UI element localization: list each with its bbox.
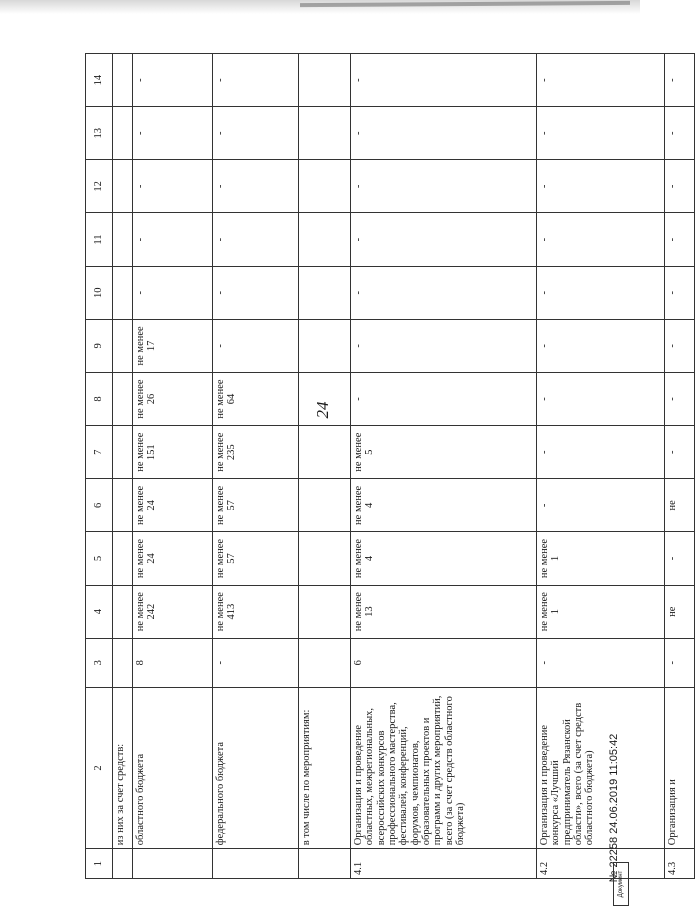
value-cell: - bbox=[133, 266, 213, 319]
column-header-14: 14 bbox=[86, 54, 113, 107]
table-row bbox=[537, 54, 665, 879]
value-cell: - bbox=[537, 213, 665, 266]
value-cell: не менее 57 bbox=[213, 532, 299, 585]
row-number-cell: 4.2 bbox=[537, 849, 665, 879]
value-cell: - bbox=[213, 107, 299, 160]
value-cell: - bbox=[213, 213, 299, 266]
row-number-cell bbox=[113, 849, 133, 879]
value-cell: не менее 5 bbox=[351, 426, 537, 479]
column-header-5: 5 bbox=[86, 532, 113, 585]
value-cell bbox=[113, 107, 133, 160]
value-cell: не менее 4 bbox=[351, 479, 537, 532]
row-number-cell bbox=[299, 849, 351, 879]
value-cell: - bbox=[665, 638, 695, 687]
value-cell: не bbox=[665, 479, 695, 532]
table-row bbox=[351, 54, 537, 879]
column-header-8: 8 bbox=[86, 372, 113, 425]
value-cell: не менее 24 bbox=[133, 532, 213, 585]
value-cell: не менее 1 bbox=[537, 532, 665, 585]
value-cell bbox=[113, 160, 133, 213]
value-cell: - bbox=[537, 638, 665, 687]
value-cell: - bbox=[537, 266, 665, 319]
value-cell bbox=[299, 319, 351, 372]
row-label-cell: Организация и bbox=[665, 687, 695, 849]
value-cell: - bbox=[665, 107, 695, 160]
value-cell bbox=[299, 372, 351, 425]
column-header-4: 4 bbox=[86, 585, 113, 638]
value-cell: - bbox=[213, 638, 299, 687]
value-cell bbox=[113, 319, 133, 372]
value-cell: не bbox=[665, 585, 695, 638]
value-cell: не менее 26 bbox=[133, 372, 213, 425]
value-cell bbox=[113, 213, 133, 266]
column-header-12: 12 bbox=[86, 160, 113, 213]
value-cell: - bbox=[351, 372, 537, 425]
value-cell: - bbox=[537, 426, 665, 479]
value-cell bbox=[299, 160, 351, 213]
value-cell bbox=[113, 372, 133, 425]
value-cell: не менее 1 bbox=[537, 585, 665, 638]
value-cell: не менее 235 bbox=[213, 426, 299, 479]
row-label-cell: из них за счет средств: bbox=[113, 687, 133, 849]
value-cell: - bbox=[213, 54, 299, 107]
value-cell: - bbox=[665, 372, 695, 425]
value-cell bbox=[299, 266, 351, 319]
column-header-7: 7 bbox=[86, 426, 113, 479]
value-cell: - bbox=[213, 266, 299, 319]
table-row bbox=[213, 54, 299, 879]
value-cell bbox=[113, 426, 133, 479]
value-cell: - bbox=[665, 532, 695, 585]
value-cell: не менее 151 bbox=[133, 426, 213, 479]
row-number-cell: 4.1 bbox=[351, 849, 537, 879]
table-header-row bbox=[86, 54, 113, 879]
value-cell: - bbox=[351, 54, 537, 107]
value-cell bbox=[299, 54, 351, 107]
value-cell bbox=[299, 479, 351, 532]
value-cell bbox=[299, 532, 351, 585]
value-cell: не менее 24 bbox=[133, 479, 213, 532]
value-cell: не менее 242 bbox=[133, 585, 213, 638]
column-header-10: 10 bbox=[86, 266, 113, 319]
value-cell bbox=[299, 213, 351, 266]
value-cell: - bbox=[537, 372, 665, 425]
value-cell: не менее 13 bbox=[351, 585, 537, 638]
row-label-cell: областного бюджета bbox=[133, 687, 213, 849]
value-cell bbox=[299, 426, 351, 479]
value-cell: - bbox=[665, 213, 695, 266]
value-cell: 6 bbox=[351, 638, 537, 687]
value-cell: - bbox=[665, 54, 695, 107]
value-cell: - bbox=[133, 213, 213, 266]
document-stamp bbox=[613, 862, 629, 906]
value-cell bbox=[113, 585, 133, 638]
column-header-6: 6 bbox=[86, 479, 113, 532]
value-cell bbox=[299, 107, 351, 160]
row-label-cell: федерального бюджета bbox=[213, 687, 299, 849]
value-cell: не менее 4 bbox=[351, 532, 537, 585]
value-cell bbox=[113, 638, 133, 687]
value-cell bbox=[113, 479, 133, 532]
value-cell: - bbox=[133, 54, 213, 107]
row-number-cell: 4.3 bbox=[665, 849, 695, 879]
value-cell: - bbox=[351, 213, 537, 266]
value-cell: - bbox=[351, 107, 537, 160]
value-cell bbox=[113, 532, 133, 585]
column-header-1: 1 bbox=[86, 849, 113, 879]
value-cell: - bbox=[665, 319, 695, 372]
row-number-cell bbox=[213, 849, 299, 879]
value-cell: - bbox=[351, 319, 537, 372]
table-row bbox=[133, 54, 213, 879]
table-row bbox=[665, 54, 695, 879]
value-cell: - bbox=[351, 266, 537, 319]
value-cell bbox=[299, 638, 351, 687]
value-cell: - bbox=[537, 319, 665, 372]
value-cell: - bbox=[133, 107, 213, 160]
value-cell: не менее 17 bbox=[133, 319, 213, 372]
program-table bbox=[85, 53, 695, 879]
value-cell: - bbox=[537, 160, 665, 213]
row-label-cell: Организация и проведение конкурса «Лучший предприниматель Рязанской области», всего (за счет средств областного бюджета) bbox=[537, 687, 665, 849]
table-row bbox=[299, 54, 351, 879]
value-cell: - bbox=[133, 160, 213, 213]
column-header-9: 9 bbox=[86, 319, 113, 372]
value-cell bbox=[113, 54, 133, 107]
value-cell: не менее 57 bbox=[213, 479, 299, 532]
registration-note: № 22258 24.06.2019 11:05:42 bbox=[608, 733, 620, 883]
column-header-3: 3 bbox=[86, 638, 113, 687]
row-number-cell bbox=[133, 849, 213, 879]
row-label-cell: в том числе по мероприятиям: bbox=[299, 687, 351, 849]
value-cell: не менее 64 bbox=[213, 372, 299, 425]
value-cell bbox=[113, 266, 133, 319]
value-cell: - bbox=[665, 266, 695, 319]
stamp-label: Документ bbox=[618, 870, 624, 898]
table-row bbox=[113, 54, 133, 879]
value-cell: - bbox=[213, 160, 299, 213]
value-cell: не менее 413 bbox=[213, 585, 299, 638]
value-cell: - bbox=[213, 319, 299, 372]
value-cell: - bbox=[537, 479, 665, 532]
table-body bbox=[86, 54, 695, 879]
value-cell: - bbox=[537, 107, 665, 160]
row-label-cell: Организация и проведение областных, межрегиональных, всероссийских конкурсов профессионального мастерства, фестивалей, конференций, форумов, чемпионатов, образовательных проектов и программ и других мероприятий, всего (за счет средств областного бюджета) bbox=[351, 687, 537, 849]
value-cell bbox=[299, 585, 351, 638]
value-cell: - bbox=[665, 426, 695, 479]
value-cell: 8 bbox=[133, 638, 213, 687]
column-header-11: 11 bbox=[86, 213, 113, 266]
value-cell: - bbox=[351, 160, 537, 213]
column-header-13: 13 bbox=[86, 107, 113, 160]
page-number: 24 bbox=[313, 401, 332, 419]
value-cell: - bbox=[537, 54, 665, 107]
value-cell: - bbox=[665, 160, 695, 213]
column-header-2: 2 bbox=[86, 687, 113, 849]
